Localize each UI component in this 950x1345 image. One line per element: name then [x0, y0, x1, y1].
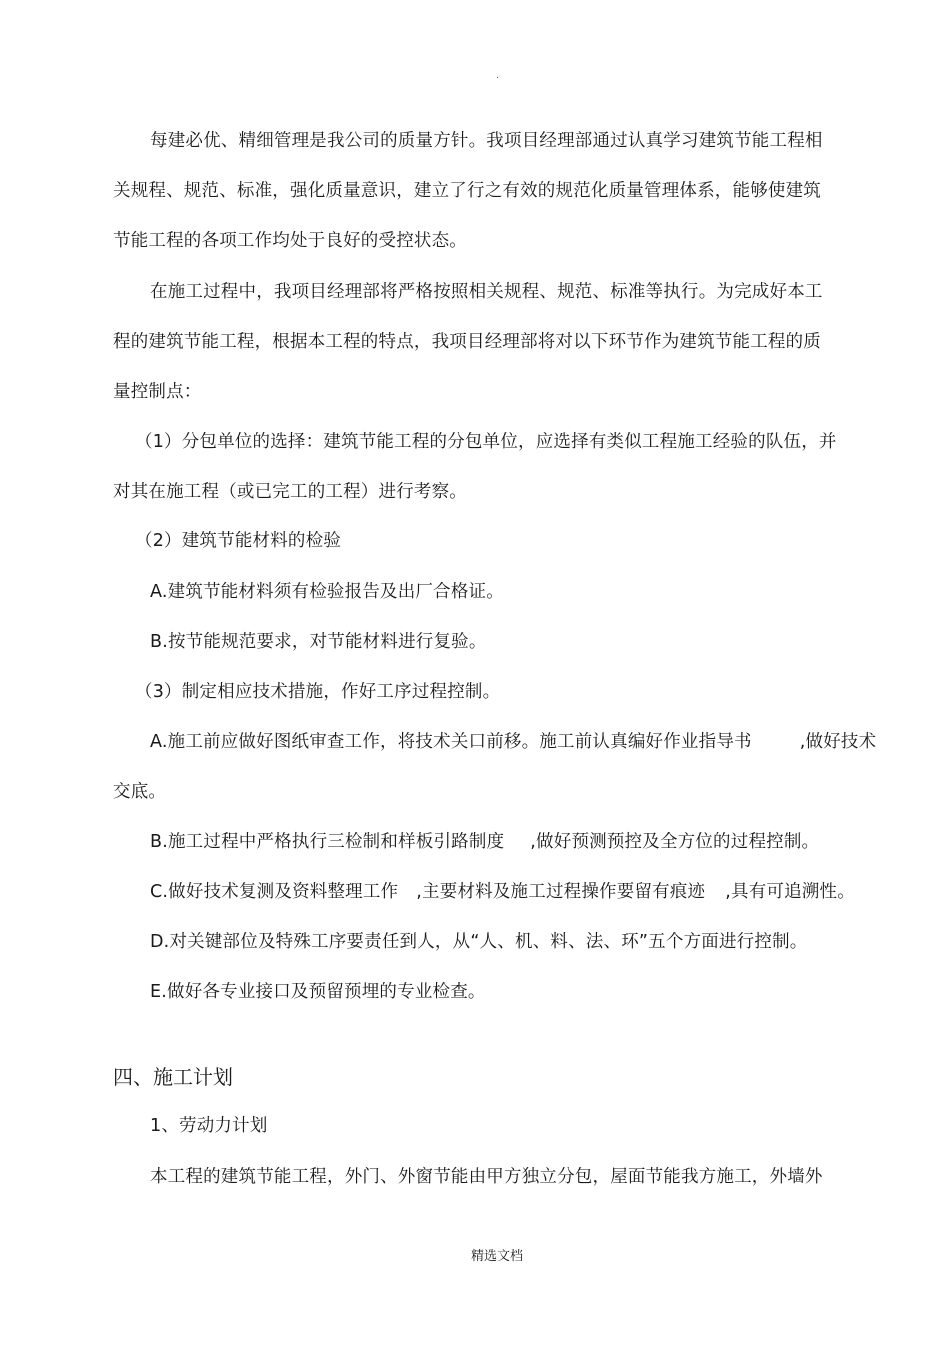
paragraph-line: 程的建筑节能工程，根据本工程的特点，我项目经理部将对以下环节作为建筑节能工程的质 [113, 332, 821, 352]
list-item [150, 730, 876, 754]
paragraph-line: 关规程、规范、标准，强化质量意识，建立了行之有效的规范化质量管理体系，能够使建筑 [113, 181, 821, 201]
list-item-text: C.做好技术复测及资料整理工作 [150, 882, 399, 902]
paragraph-line: 节能工程的各项工作均处于良好的受控状态。 [113, 231, 467, 251]
list-item-text: ,主要材料及施工过程操作要留有痕迹 [416, 882, 706, 902]
paragraph-line: 在施工过程中，我项目经理部将严格按照相关规程、规范、标准等执行。为完成好本工 [150, 282, 823, 302]
list-item [150, 880, 855, 904]
list-item-text: ,做好预测预控及全方位的过程控制。 [530, 832, 820, 852]
list-item: D.对关键部位及特殊工序要责任到人，从“人、机、料、法、环”五个方面进行控制。 [150, 932, 808, 952]
header-mark: . [496, 70, 500, 81]
page-footer: 精选文档 [471, 1249, 524, 1264]
list-item-text: B.施工过程中严格执行三检制和样板引路制度 [150, 832, 505, 852]
list-item: E.做好各专业接口及预留预埋的专业检查。 [150, 982, 486, 1002]
list-item [150, 830, 819, 854]
list-item: （3）制定相应技术措施，作好工序过程控制。 [135, 682, 501, 702]
list-item: （2）建筑节能材料的检验 [135, 531, 342, 551]
paragraph-line: 本工程的建筑节能工程，外门、外窗节能由甲方独立分包，屋面节能我方施工，外墙外 [150, 1167, 823, 1187]
subheading: 1、劳动力计划 [150, 1116, 268, 1136]
paragraph-line: 每建必优、精细管理是我公司的质量方针。我项目经理部通过认真学习建筑节能工程相 [150, 131, 823, 151]
list-item-text: ,做好技术 [799, 732, 877, 752]
list-item: 对其在施工程（或已完工的工程）进行考察。 [113, 482, 467, 502]
section-heading: 四、施工计划 [113, 1065, 233, 1089]
list-item-text: A.施工前应做好图纸审查工作，将技术关口前移。施工前认真编好作业指导书 [150, 732, 752, 752]
list-item-text: ,具有可追溯性。 [725, 882, 855, 902]
list-item: A.建筑节能材料须有检验报告及出厂合格证。 [150, 582, 504, 602]
paragraph-line: 量控制点： [113, 382, 202, 402]
list-item: （1）分包单位的选择：建筑节能工程的分包单位，应选择有类似工程施工经验的队伍，并 [135, 432, 837, 452]
list-item: B.按节能规范要求，对节能材料进行复验。 [150, 632, 487, 652]
list-item: 交底。 [113, 782, 167, 802]
